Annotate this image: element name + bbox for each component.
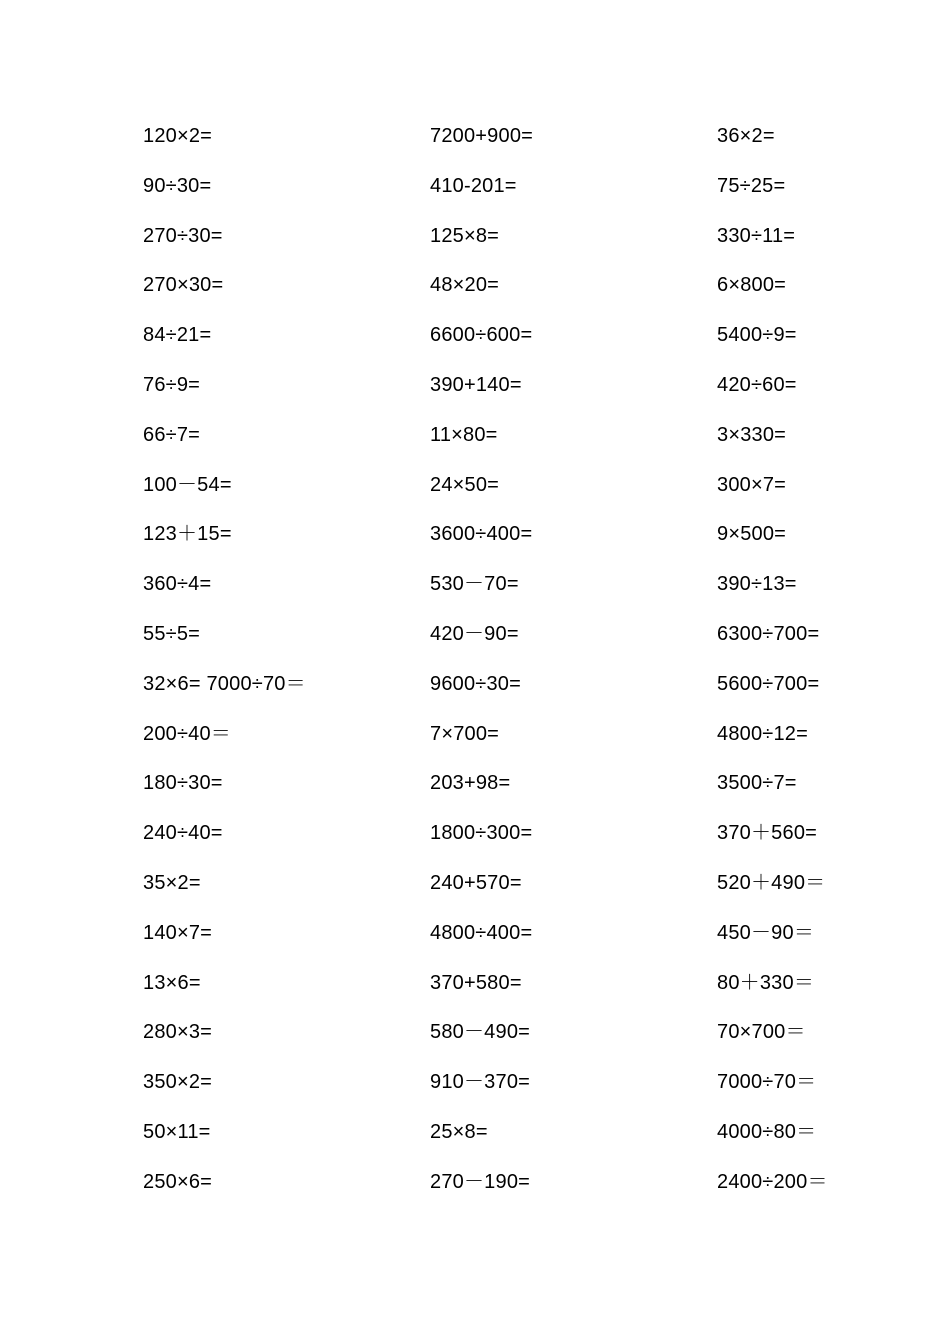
problem-r8-c1: 100－54= <box>143 473 232 496</box>
problem-r7-c3: 3×330= <box>717 423 787 446</box>
problem-r2-c2: 410-201= <box>430 174 517 197</box>
problem-r18-c2: 370+580= <box>430 971 522 994</box>
problem-r10-c3: 390÷13= <box>717 573 797 596</box>
problem-r10-c2: 530－70= <box>430 573 519 596</box>
problem-r17-c2: 4800÷400= <box>430 921 533 944</box>
problem-r22-c2: 270－190= <box>430 1170 531 1193</box>
problem-r2-c3: 75÷25= <box>717 174 786 197</box>
problem-row-7 <box>0 411 950 461</box>
problem-row-12 <box>0 660 950 710</box>
problem-r19-c2: 580－490= <box>430 1021 531 1044</box>
problem-r16-c2: 240+570= <box>430 871 522 894</box>
problem-row-14 <box>0 759 950 809</box>
problem-r13-c1: 200÷40＝ <box>143 722 231 745</box>
problem-row-20 <box>0 1058 950 1108</box>
problem-r3-c3: 330÷11= <box>717 224 796 247</box>
problem-r8-c3: 300×7= <box>717 473 787 496</box>
problem-row-13 <box>0 710 950 760</box>
problem-row-2 <box>0 162 950 212</box>
problem-row-18 <box>0 959 950 1009</box>
problem-r14-c1: 180÷30= <box>143 772 223 795</box>
problem-row-5 <box>0 311 950 361</box>
problem-row-15 <box>0 809 950 859</box>
problem-r5-c1: 84÷21= <box>143 324 212 347</box>
problem-r3-c1: 270÷30= <box>143 224 223 247</box>
problem-r11-c3: 6300÷700= <box>717 622 820 645</box>
problem-r9-c2: 3600÷400= <box>430 523 533 546</box>
problem-r6-c3: 420÷60= <box>717 373 797 396</box>
problem-r5-c2: 6600÷600= <box>430 324 533 347</box>
problem-r13-c2: 7×700= <box>430 722 500 745</box>
problem-r3-c2: 125×8= <box>430 224 500 247</box>
problem-r8-c2: 24×50= <box>430 473 500 496</box>
problem-r17-c1: 140×7= <box>143 921 213 944</box>
problem-r12-c3: 5600÷700= <box>717 672 820 695</box>
problem-r19-c1: 280×3= <box>143 1021 213 1044</box>
problem-r20-c3: 7000÷70＝ <box>717 1071 817 1094</box>
problem-r14-c2: 203+98= <box>430 772 511 795</box>
problem-row-19 <box>0 1008 950 1058</box>
problem-r21-c3: 4000÷80＝ <box>717 1120 817 1143</box>
problem-r20-c1: 350×2= <box>143 1071 213 1094</box>
problem-r16-c1: 35×2= <box>143 871 201 894</box>
problem-r21-c1: 50×11= <box>143 1120 211 1143</box>
problem-r14-c3: 3500÷7= <box>717 772 797 795</box>
problem-r17-c3: 450－90＝ <box>717 921 815 944</box>
problem-row-21 <box>0 1108 950 1158</box>
problem-r13-c3: 4800÷12= <box>717 722 808 745</box>
problem-r11-c1: 55÷5= <box>143 622 201 645</box>
problem-r15-c2: 1800÷300= <box>430 822 533 845</box>
problem-row-22 <box>0 1158 950 1208</box>
arithmetic-worksheet <box>0 112 950 1208</box>
problem-r11-c2: 420－90= <box>430 622 519 645</box>
problem-r5-c3: 5400÷9= <box>717 324 797 347</box>
problem-row-1 <box>0 112 950 162</box>
problem-r15-c1: 240÷40= <box>143 822 223 845</box>
problem-r1-c1: 120×2= <box>143 125 213 147</box>
problem-r7-c2: 11×80= <box>430 423 498 446</box>
problem-r1-c2: 7200+900= <box>430 125 534 147</box>
problem-r15-c3: 370＋560= <box>717 822 818 845</box>
problem-row-11 <box>0 610 950 660</box>
problem-r10-c1: 360÷4= <box>143 573 212 596</box>
problem-row-8 <box>0 461 950 511</box>
problem-r6-c1: 76÷9= <box>143 373 201 396</box>
problem-r20-c2: 910－370= <box>430 1071 531 1094</box>
problem-r4-c1: 270×30= <box>143 274 224 297</box>
problem-r12-c2: 9600÷30= <box>430 672 521 695</box>
problem-row-6 <box>0 361 950 411</box>
problem-r12-c1: 32×6= 7000÷70＝ <box>143 672 306 695</box>
problem-row-16 <box>0 859 950 909</box>
problem-row-9 <box>0 510 950 560</box>
problem-r9-c1: 123＋15= <box>143 523 232 546</box>
problem-r6-c2: 390+140= <box>430 373 522 396</box>
problem-r4-c2: 48×20= <box>430 274 500 297</box>
problem-r18-c3: 80＋330＝ <box>717 971 815 994</box>
problem-row-10 <box>0 560 950 610</box>
problem-r7-c1: 66÷7= <box>143 423 201 446</box>
problem-r19-c3: 70×700＝ <box>717 1021 806 1044</box>
problem-r22-c1: 250×6= <box>143 1170 213 1193</box>
problem-r9-c3: 9×500= <box>717 523 787 546</box>
problem-r1-c3: 36×2= <box>717 125 775 147</box>
problem-row-4 <box>0 261 950 311</box>
problem-r16-c3: 520＋490＝ <box>717 871 826 894</box>
problem-r18-c1: 13×6= <box>143 971 201 994</box>
problem-r2-c1: 90÷30= <box>143 174 212 197</box>
problem-row-17 <box>0 909 950 959</box>
problem-r4-c3: 6×800= <box>717 274 787 297</box>
problem-r22-c3: 2400÷200＝ <box>717 1170 828 1193</box>
problem-r21-c2: 25×8= <box>430 1120 488 1143</box>
problem-row-3 <box>0 212 950 262</box>
